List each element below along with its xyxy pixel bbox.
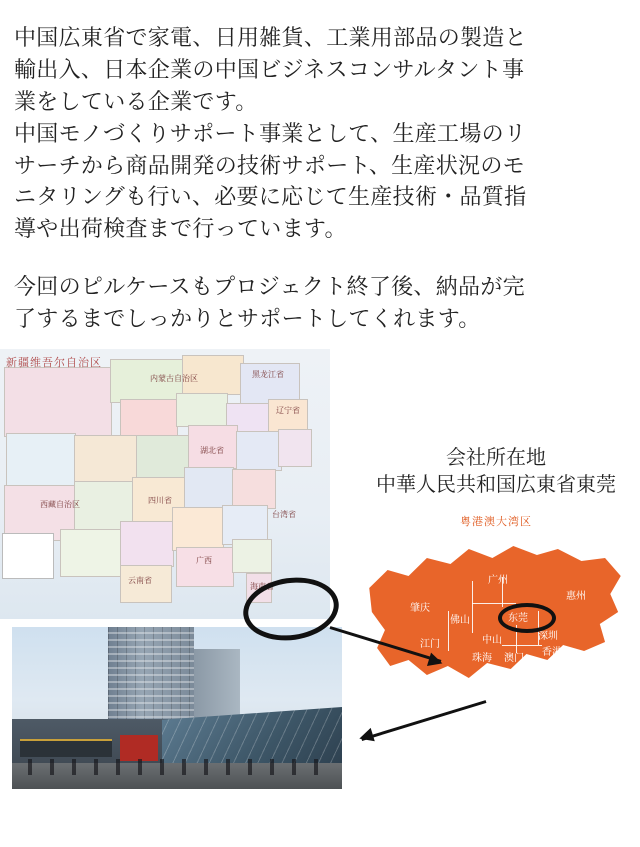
province-region [172,507,224,551]
city-label-macau: 澳门 [504,653,524,665]
province-region [232,469,276,509]
city-label-huizhou: 惠州 [566,591,586,603]
map-region-label: 辽宁省 [276,406,300,416]
city-label-zhuhai: 珠海 [472,653,492,665]
map-region-label: 内蒙古自治区 [150,374,198,384]
text-line: 中国広東省で家電、日用雑貨、工業用部品の製造と [14,25,527,50]
text-line: サーチから商品開発の技術サポート、生産状況のモ [14,152,525,178]
city-label-hongkong: 香港 [542,647,562,659]
province-region [74,435,138,485]
city-label-zhongshan: 中山 [482,635,502,647]
city-label-zhaoqing: 肇庆 [410,603,430,615]
photo-high-rise [108,627,194,725]
province-region [6,433,76,489]
location-caption [352,445,640,499]
article-text-block [0,0,640,335]
map-region-label: 黑龙江省 [252,370,284,380]
map-region-label: 海南省 [250,582,274,592]
city-label-dongguan: 东莞 [508,613,528,625]
text-line: 輸出入、日本企業の中国ビジネスコンサルタント事 [14,56,525,82]
city-label-foshan: 佛山 [450,615,470,627]
location-caption-panel [352,445,640,705]
map-border [448,611,449,651]
photo-pedestrians [28,759,328,775]
map-border [472,581,473,633]
map-region-label-xinjiang: 新疆维吾尔自治区 [6,357,102,370]
map-region-label: 广西 [196,556,212,566]
text-line: ニタリングも行い、必要に応じて生産技術・品質指 [14,184,527,210]
paragraph-2 [14,271,626,335]
province-region [136,435,190,481]
map-legend [2,533,54,579]
paragraph-1 [14,22,626,245]
province-region [236,431,282,471]
province-region [60,529,122,577]
caption-line-1: 会社所在地 [446,447,546,470]
figure-area [0,349,640,789]
office-building-photo [12,627,342,789]
map-border [472,603,516,604]
text-line: 業をしている企業です。 [14,88,258,114]
map-region-label: 云南省 [128,576,152,586]
photo-red-signage [120,735,158,761]
province-region [176,393,228,427]
province-region [278,429,312,467]
map-region-label: 湖北省 [200,446,224,456]
map-border [502,645,542,646]
guangdong-map-figure [352,515,640,705]
map-region-label: 西藏自治区 [40,500,80,510]
guangdong-map-shape [364,537,626,687]
province-region [120,399,178,439]
text-line: 了するまでしっかりとサポートしてくれます。 [14,306,481,332]
map-region-label: 台湾省 [272,510,296,520]
text-line: 今回のピルケースもプロジェクト終了後、納品が完 [14,274,525,300]
province-region [4,367,112,437]
text-line: 導や出荷検査まで行っています。 [14,216,347,242]
city-label-jiangmen: 江门 [420,639,440,651]
text-line: 中国モノづくりサポート事業として、生産工場のリ [14,120,527,146]
circle-highlight-dongguan [498,603,556,633]
city-label-shenzhen: 深圳 [538,631,558,643]
city-label-guangzhou: 广州 [488,575,508,587]
photo-high-rise-secondary [194,649,240,725]
caption-line-2: 中華人民共和国広東省東莞 [376,474,616,497]
province-region [176,547,234,587]
photo-storefront-sign [20,739,112,757]
province-region [120,521,174,567]
map-region-label: 四川省 [148,496,172,506]
province-region [232,539,272,573]
guangdong-map-title: 粤港澳大湾区 [460,516,532,529]
